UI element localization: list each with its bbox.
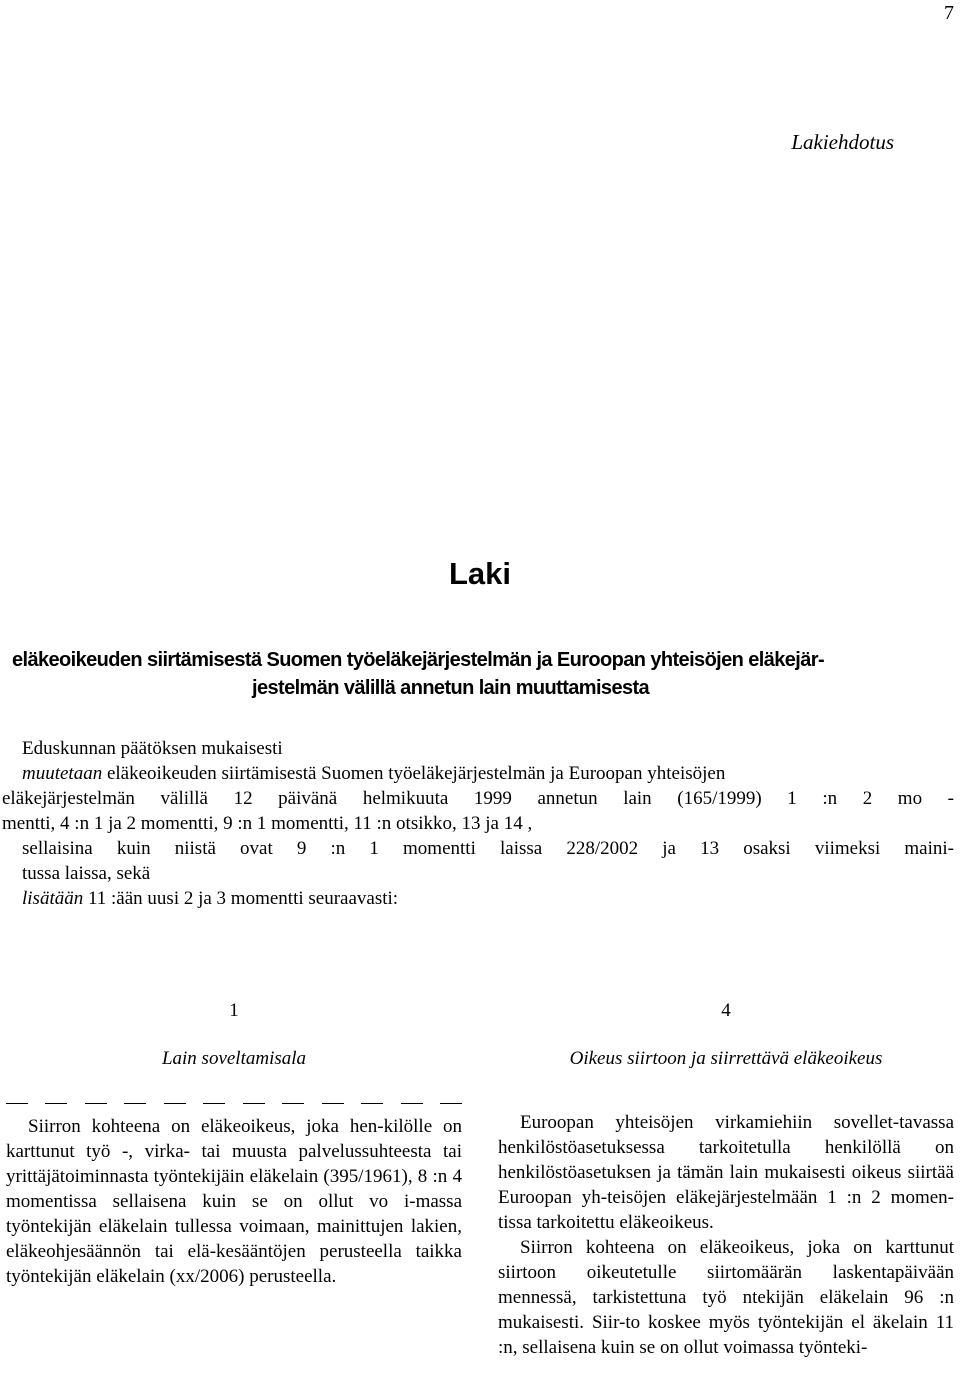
omitted-dash	[440, 1103, 462, 1104]
add-text: 11 :ään uusi 2 ja 3 momentti seuraavasti:	[83, 888, 399, 909]
preamble-line: sellaisina kuin niistä ovat 9 :n 1 momentti laissa 228/2002 ja 13 osaksi viimeksi maini-	[22, 838, 954, 859]
preamble-line: mentti, 4 :n 1 ja 2 momentti, 9 :n 1 momentti, 11 :n otsikko, 13 ja 14 ,	[2, 813, 533, 834]
omitted-text-marker	[6, 1096, 462, 1110]
law-title: Laki	[448, 556, 512, 591]
preamble-intro: Eduskunnan päätöksen mukaisesti	[22, 738, 283, 759]
preamble-line: tussa laissa, sekä	[22, 863, 151, 884]
add-keyword: lisätään	[22, 888, 84, 909]
section-1-column	[6, 996, 462, 1289]
omitted-dash	[85, 1103, 107, 1104]
law-subtitle-line: jestelmän välillä annetun lain muuttamisesta	[252, 677, 650, 699]
omitted-dash	[124, 1103, 146, 1104]
omitted-dash	[243, 1103, 265, 1104]
section-1-number: 1	[229, 1000, 239, 1021]
preamble	[2, 736, 954, 911]
omitted-dash	[282, 1103, 304, 1104]
omitted-dash	[45, 1103, 67, 1104]
omitted-dash	[6, 1103, 28, 1104]
amend-keyword: muutetaan	[22, 763, 103, 784]
law-subtitle	[12, 646, 952, 702]
omitted-dash	[401, 1103, 423, 1104]
amend-text: eläkeoikeuden siirtämisestä Suomen työeläkejärjestelmän ja Euroopan yhteisöjen	[102, 763, 726, 784]
section-4-heading: Oikeus siirtoon ja siirrettävä eläkeoikeus	[569, 1048, 883, 1069]
proposal-heading: Lakiehdotus	[791, 130, 894, 154]
preamble-line: eläkejärjestelmän välillä 12 päivänä helmikuuta 1999 annetun lain (165/1999) 1 :n 2 mo -	[2, 788, 954, 809]
preamble-add-line	[22, 886, 954, 911]
preamble-amend-line	[22, 761, 954, 786]
section-4-column	[498, 996, 954, 1360]
law-subtitle-line: eläkeoikeuden siirtämisestä Suomen työeläkejärjestelmän ja Euroopan yhteisöjen eläkejär-	[12, 649, 825, 671]
section-1-paragraph: Siirron kohteena on eläkeoikeus, joka hen-kilölle on karttunut työ -, virka- tai muusta palvelussuhteesta tai yrittäjätoiminnasta työntekijäin eläkelain (395/1961), 8 :n 4 momentissa sellaisena kuin se on ollut vo i-massa työntekijän eläkelain tullessa voimaan, mainittujen lakien, eläkeohjesäännön tai elä-kesääntöjen perusteella taikka työntekijän eläkelain (xx/2006) perusteella.	[6, 1116, 462, 1287]
omitted-dash	[361, 1103, 383, 1104]
omitted-dash	[164, 1103, 186, 1104]
section-4-paragraph-1: Euroopan yhteisöjen virkamiehiin sovellet-tavassa henkilöstöasetuksessa tarkoitetulla henkilöllä on henkilöstöasetuksen ja tämän lain mukaisesti oikeus siirtää Euroopan yh-teisöjen eläkejärjestelmään 1 :n 2 momen-tissa tarkoitettu eläkeoikeus.	[498, 1112, 954, 1233]
section-1-heading: Lain soveltamisala	[161, 1048, 307, 1069]
omitted-dash	[322, 1103, 344, 1104]
section-4-number: 4	[721, 1000, 731, 1021]
page-number: 7	[944, 2, 954, 24]
section-4-paragraph-2: Siirron kohteena on eläkeoikeus, joka on karttunut siirtoon oikeutetulle siirtomäärän laskentapäivään mennessä, tarkistettuna työ ntekijän eläkelain 96 :n mukaisesti. Siir-to koskee myös työntekijän el äkelain 11 :n, sellaisena kuin se on ollut voimassa työnteki-	[498, 1237, 954, 1358]
omitted-dash	[203, 1103, 225, 1104]
